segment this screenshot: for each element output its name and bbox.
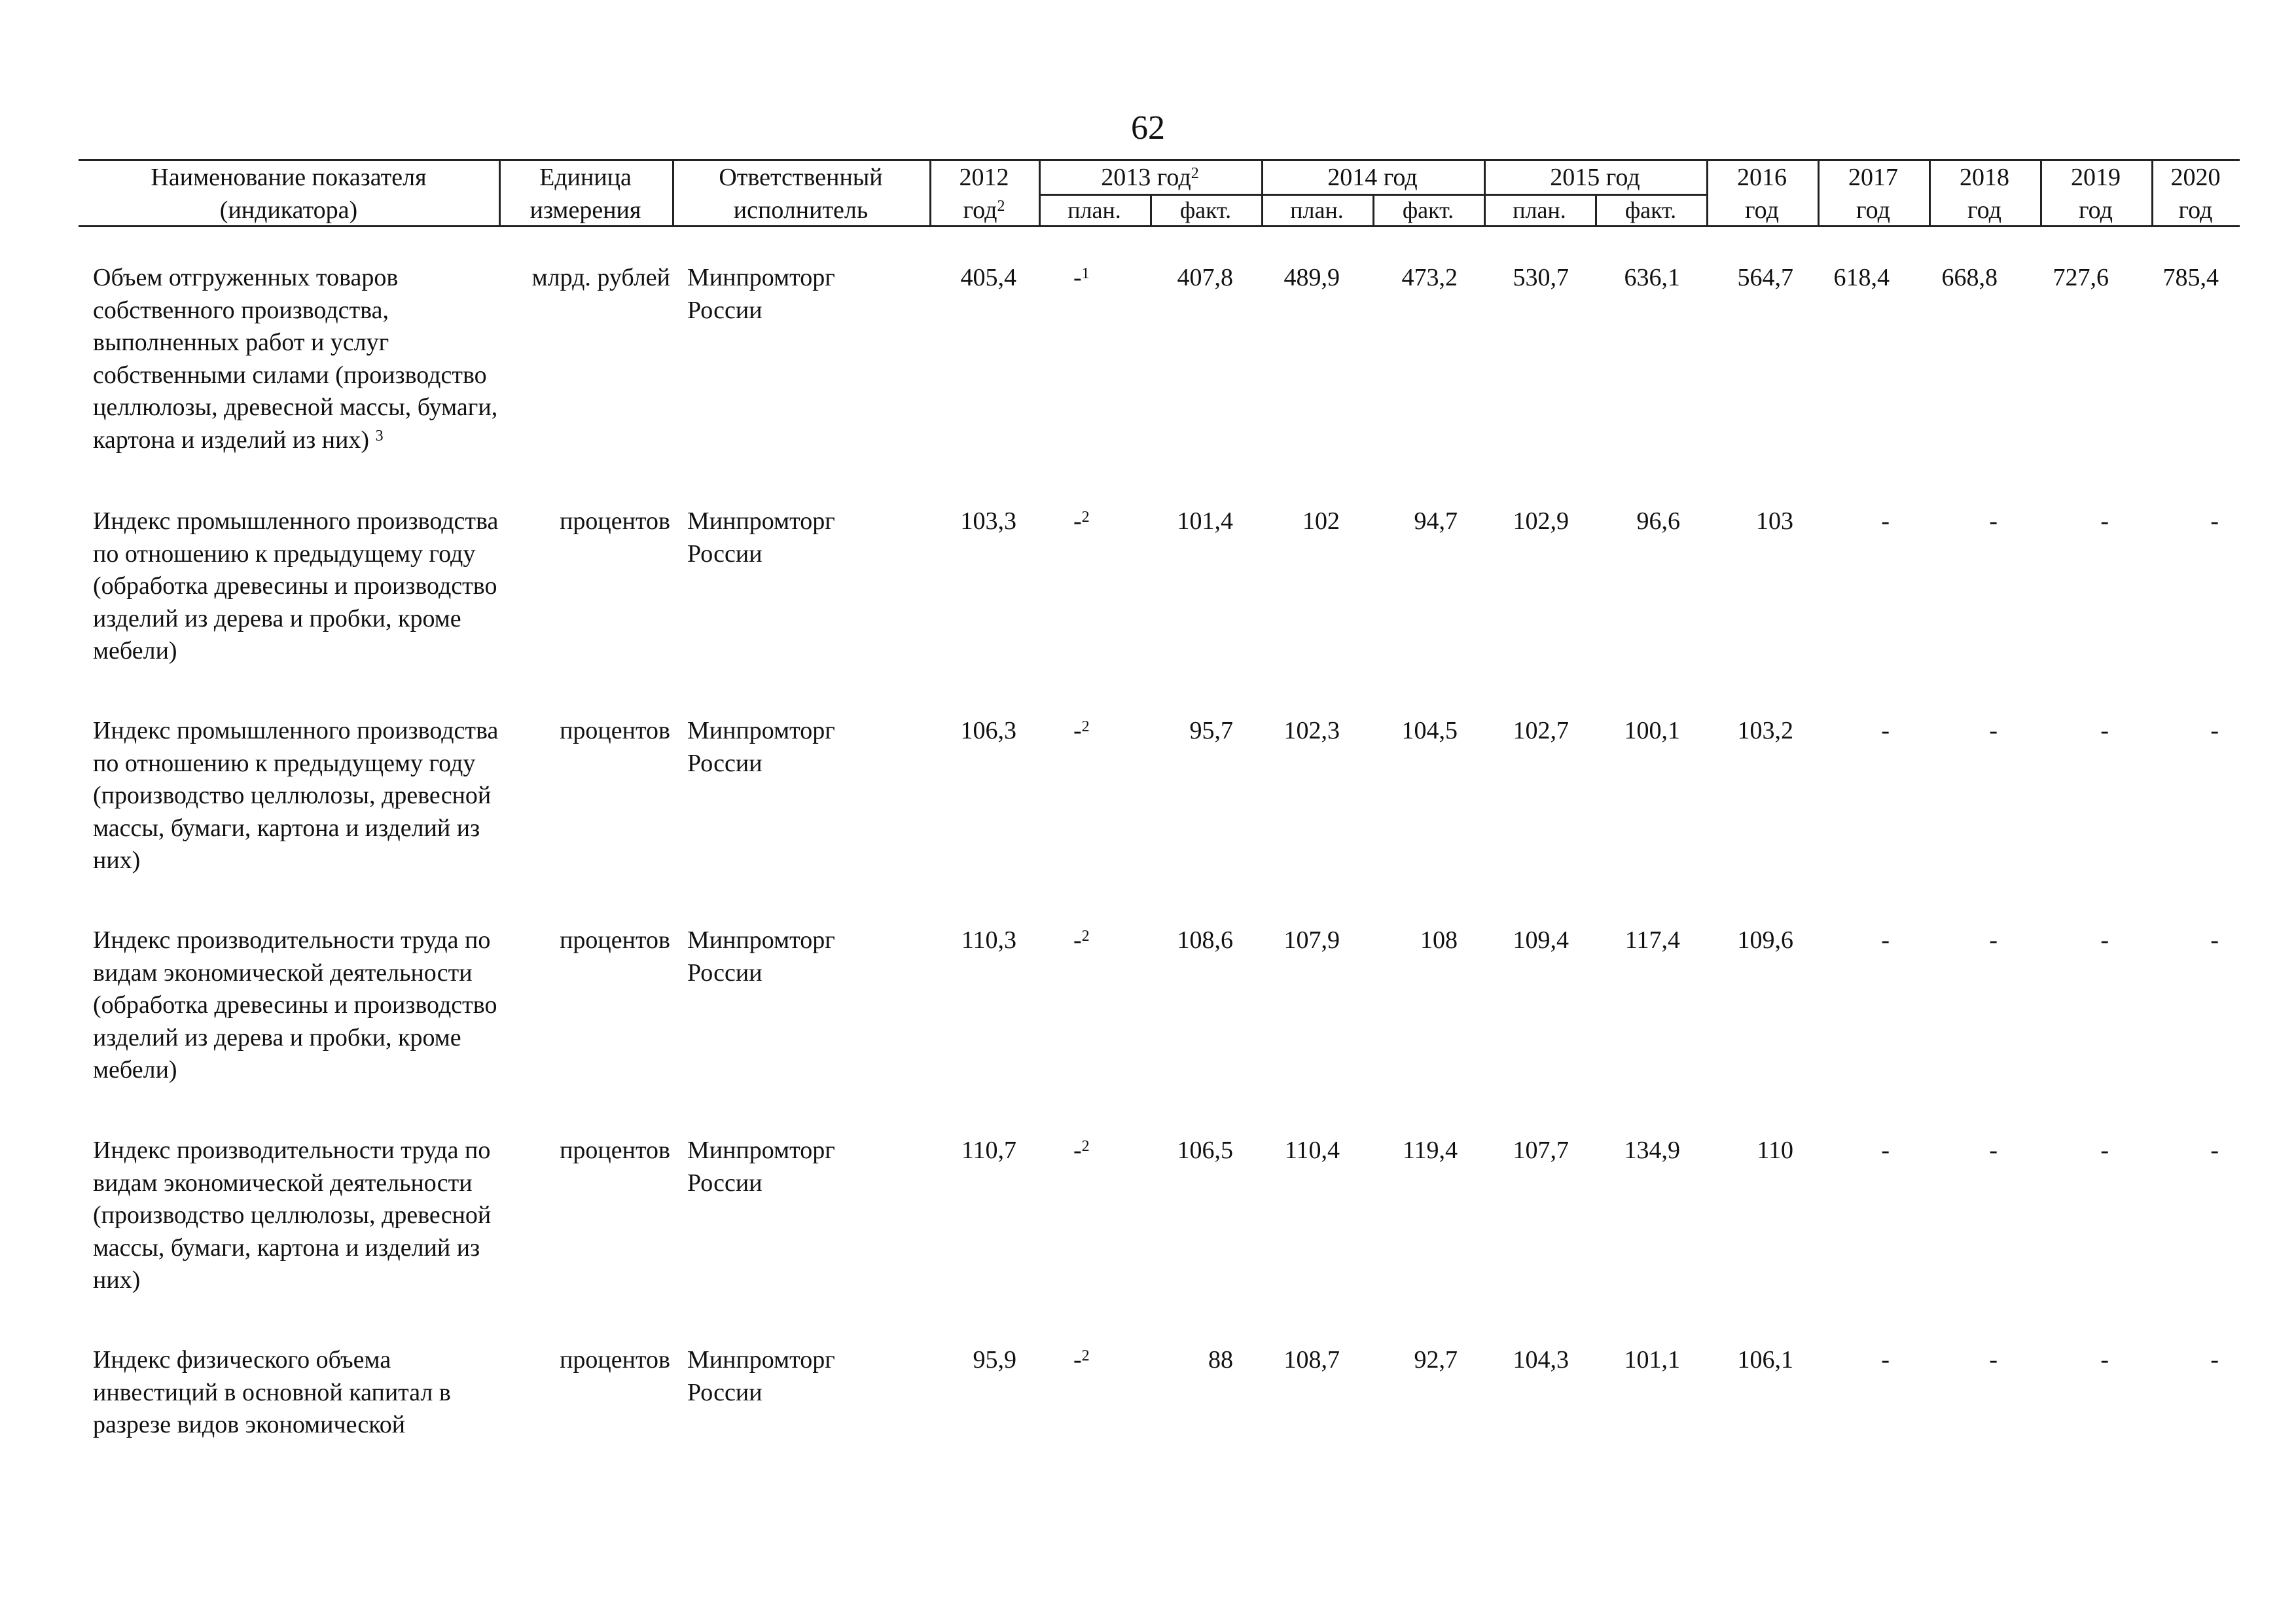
cell-2015-plan: 102,7 [1513,717,1569,744]
cell-2014-fact: 108 [1420,926,1458,954]
cell-2013-plan: -$^2$ [1073,926,1090,954]
indicator-name: Индекс производительности труда по видам экономической деятельности (производство целлюлозы, древесной массы, бумаги, картона и изделий из них) [93,1137,492,1294]
cell-2015-fact: 134,9 [1624,1137,1680,1164]
subheader-2013-plan: план. [1067,197,1121,223]
cell-2014-plan: 107,9 [1283,926,1340,954]
indicator-name: Объем отгруженных товаров собственного производства, выполненных работ и услуг собственными силами (производство целлюлозы, древесной массы, бумаги, картона и изделий из них) $^3$ [93,264,498,454]
cell-2019: - [2100,926,2109,954]
cell-2014-plan: 102,3 [1283,717,1340,744]
cell-2013-fact: 95,7 [1189,717,1233,744]
cell-2013-plan: -$^2$ [1073,1346,1090,1374]
subheader-2015-plan: план. [1513,197,1566,223]
subheader-2013-fact: факт. [1179,197,1232,223]
indicator-name: Индекс промышленного производства по отношению к предыдущему году (производство целлюлозы, древесной массы, бумаги, картона и изделий из них) [93,717,499,874]
cell-2016: 106,1 [1737,1346,1793,1374]
cell-2020: - [2210,1137,2219,1164]
unit-cell: процентов [560,1346,670,1374]
cell-2019: - [2100,1346,2109,1374]
column-header-executor: Ответственный исполнитель [719,164,883,224]
cell-2015-plan: 104,3 [1513,1346,1569,1374]
column-header-2018: 2018 год [1960,164,2009,224]
unit-cell: процентов [560,507,670,535]
cell-2016: 103,2 [1737,717,1793,744]
unit-cell: процентов [560,1137,670,1164]
cell-2012: 110,7 [961,1137,1016,1164]
cell-2014-fact: 94,7 [1414,507,1458,535]
column-header-2014: 2014 год [1327,164,1418,191]
column-header-2015: 2015 год [1550,164,1640,191]
cell-2015-plan: 530,7 [1513,264,1569,291]
cell-2014-fact: 104,5 [1401,717,1458,744]
executor-cell: Минпромторг России [687,717,835,777]
cell-2013-fact: 108,6 [1177,926,1233,954]
cell-2018: 668,8 [1941,264,1998,291]
cell-2019: - [2100,1137,2109,1164]
cell-2015-fact: 117,4 [1624,926,1680,954]
cell-2017: - [1881,507,1890,535]
cell-2013-fact: 407,8 [1177,264,1233,291]
cell-2016: 109,6 [1737,926,1793,954]
cell-2014-plan: 489,9 [1283,264,1340,291]
column-header-unit: Единица измерения [529,164,641,224]
cell-2016: 564,7 [1737,264,1793,291]
executor-cell: Минпромторг России [687,926,835,987]
cell-2020: - [2210,926,2219,954]
cell-2014-plan: 108,7 [1283,1346,1340,1374]
cell-2020: - [2210,1346,2219,1374]
cell-2013-plan: -$^1$ [1073,264,1090,291]
cell-2015-plan: 107,7 [1513,1137,1569,1164]
cell-2016: 103 [1756,507,1793,535]
cell-2014-plan: 102 [1302,507,1340,535]
cell-2017: 618,4 [1833,264,1890,291]
column-header-2017: 2017 год [1848,164,1898,224]
cell-2013-fact: 88 [1208,1346,1233,1374]
cell-2012: 103,3 [960,507,1016,535]
cell-2018: - [1989,926,1998,954]
cell-2020: - [2210,717,2219,744]
cell-2012: 110,3 [961,926,1016,954]
cell-2014-fact: 92,7 [1414,1346,1458,1374]
indicator-name: Индекс промышленного производства по отношению к предыдущему году (обработка древесины и производство изделий из дерева и пробки, кроме мебели) [93,507,499,665]
cell-2015-fact: 101,1 [1624,1346,1680,1374]
cell-2019: 727,6 [2053,264,2109,291]
cell-2018: - [1989,1346,1998,1374]
column-header-2020: 2020 год [2170,164,2221,224]
subheader-2015-fact: факт. [1624,197,1677,223]
cell-2020: 785,4 [2162,264,2219,291]
executor-cell: Минпромторг России [687,1346,835,1406]
column-header-2016: 2016 год [1737,164,1787,224]
cell-2018: - [1989,507,1998,535]
executor-cell: Минпромторг России [687,507,835,568]
column-header-name: Наименование показателя (индикатора) [151,164,427,224]
footnote-mark: 3 [375,427,384,445]
cell-2012: 405,4 [960,264,1016,291]
cell-2015-plan: 109,4 [1513,926,1569,954]
column-header-2013: 2013 год$^2$ [1101,164,1199,191]
cell-2017: - [1881,926,1890,954]
cell-2013-fact: 106,5 [1177,1137,1233,1164]
unit-cell: млрд. рублей [531,264,670,291]
cell-2018: - [1989,1137,1998,1164]
cell-2016: 110 [1757,1137,1793,1164]
page-number: 62 [1131,109,1165,147]
executor-cell: Минпромторг России [687,264,835,324]
column-header-2012: 2012 год$^2$ [959,164,1009,224]
cell-2020: - [2210,507,2219,535]
cell-2012: 95,9 [973,1346,1016,1374]
unit-cell: процентов [560,926,670,954]
cell-2013-plan: -$^2$ [1073,507,1090,535]
cell-2019: - [2100,717,2109,744]
cell-2015-fact: 100,1 [1624,717,1680,744]
indicator-name: Индекс производительности труда по видам экономической деятельности (обработка древесины и производство изделий из дерева и пробки, кроме мебели) [93,926,497,1084]
cell-2013-plan: -$^2$ [1073,717,1090,744]
cell-2017: - [1881,717,1890,744]
cell-2015-fact: 96,6 [1636,507,1680,535]
cell-2014-plan: 110,4 [1284,1137,1340,1164]
cell-2012: 106,3 [960,717,1016,744]
cell-2019: - [2100,507,2109,535]
cell-2015-fact: 636,1 [1624,264,1680,291]
subheader-2014-fact: факт. [1402,197,1454,223]
cell-2017: - [1881,1346,1890,1374]
column-header-2019: 2019 год [2071,164,2121,224]
cell-2013-fact: 101,4 [1177,507,1233,535]
cell-2014-fact: 119,4 [1402,1137,1458,1164]
cell-2017: - [1881,1137,1890,1164]
subheader-2014-plan: план. [1290,197,1344,223]
unit-cell: процентов [560,717,670,744]
cell-2013-plan: -$^2$ [1073,1137,1090,1164]
executor-cell: Минпромторг России [687,1137,835,1197]
cell-2015-plan: 102,9 [1513,507,1569,535]
cell-2018: - [1989,717,1998,744]
indicator-name: Индекс физического объема инвестиций в основной капитал в разрезе видов экономической [93,1346,451,1438]
cell-2014-fact: 473,2 [1401,264,1458,291]
